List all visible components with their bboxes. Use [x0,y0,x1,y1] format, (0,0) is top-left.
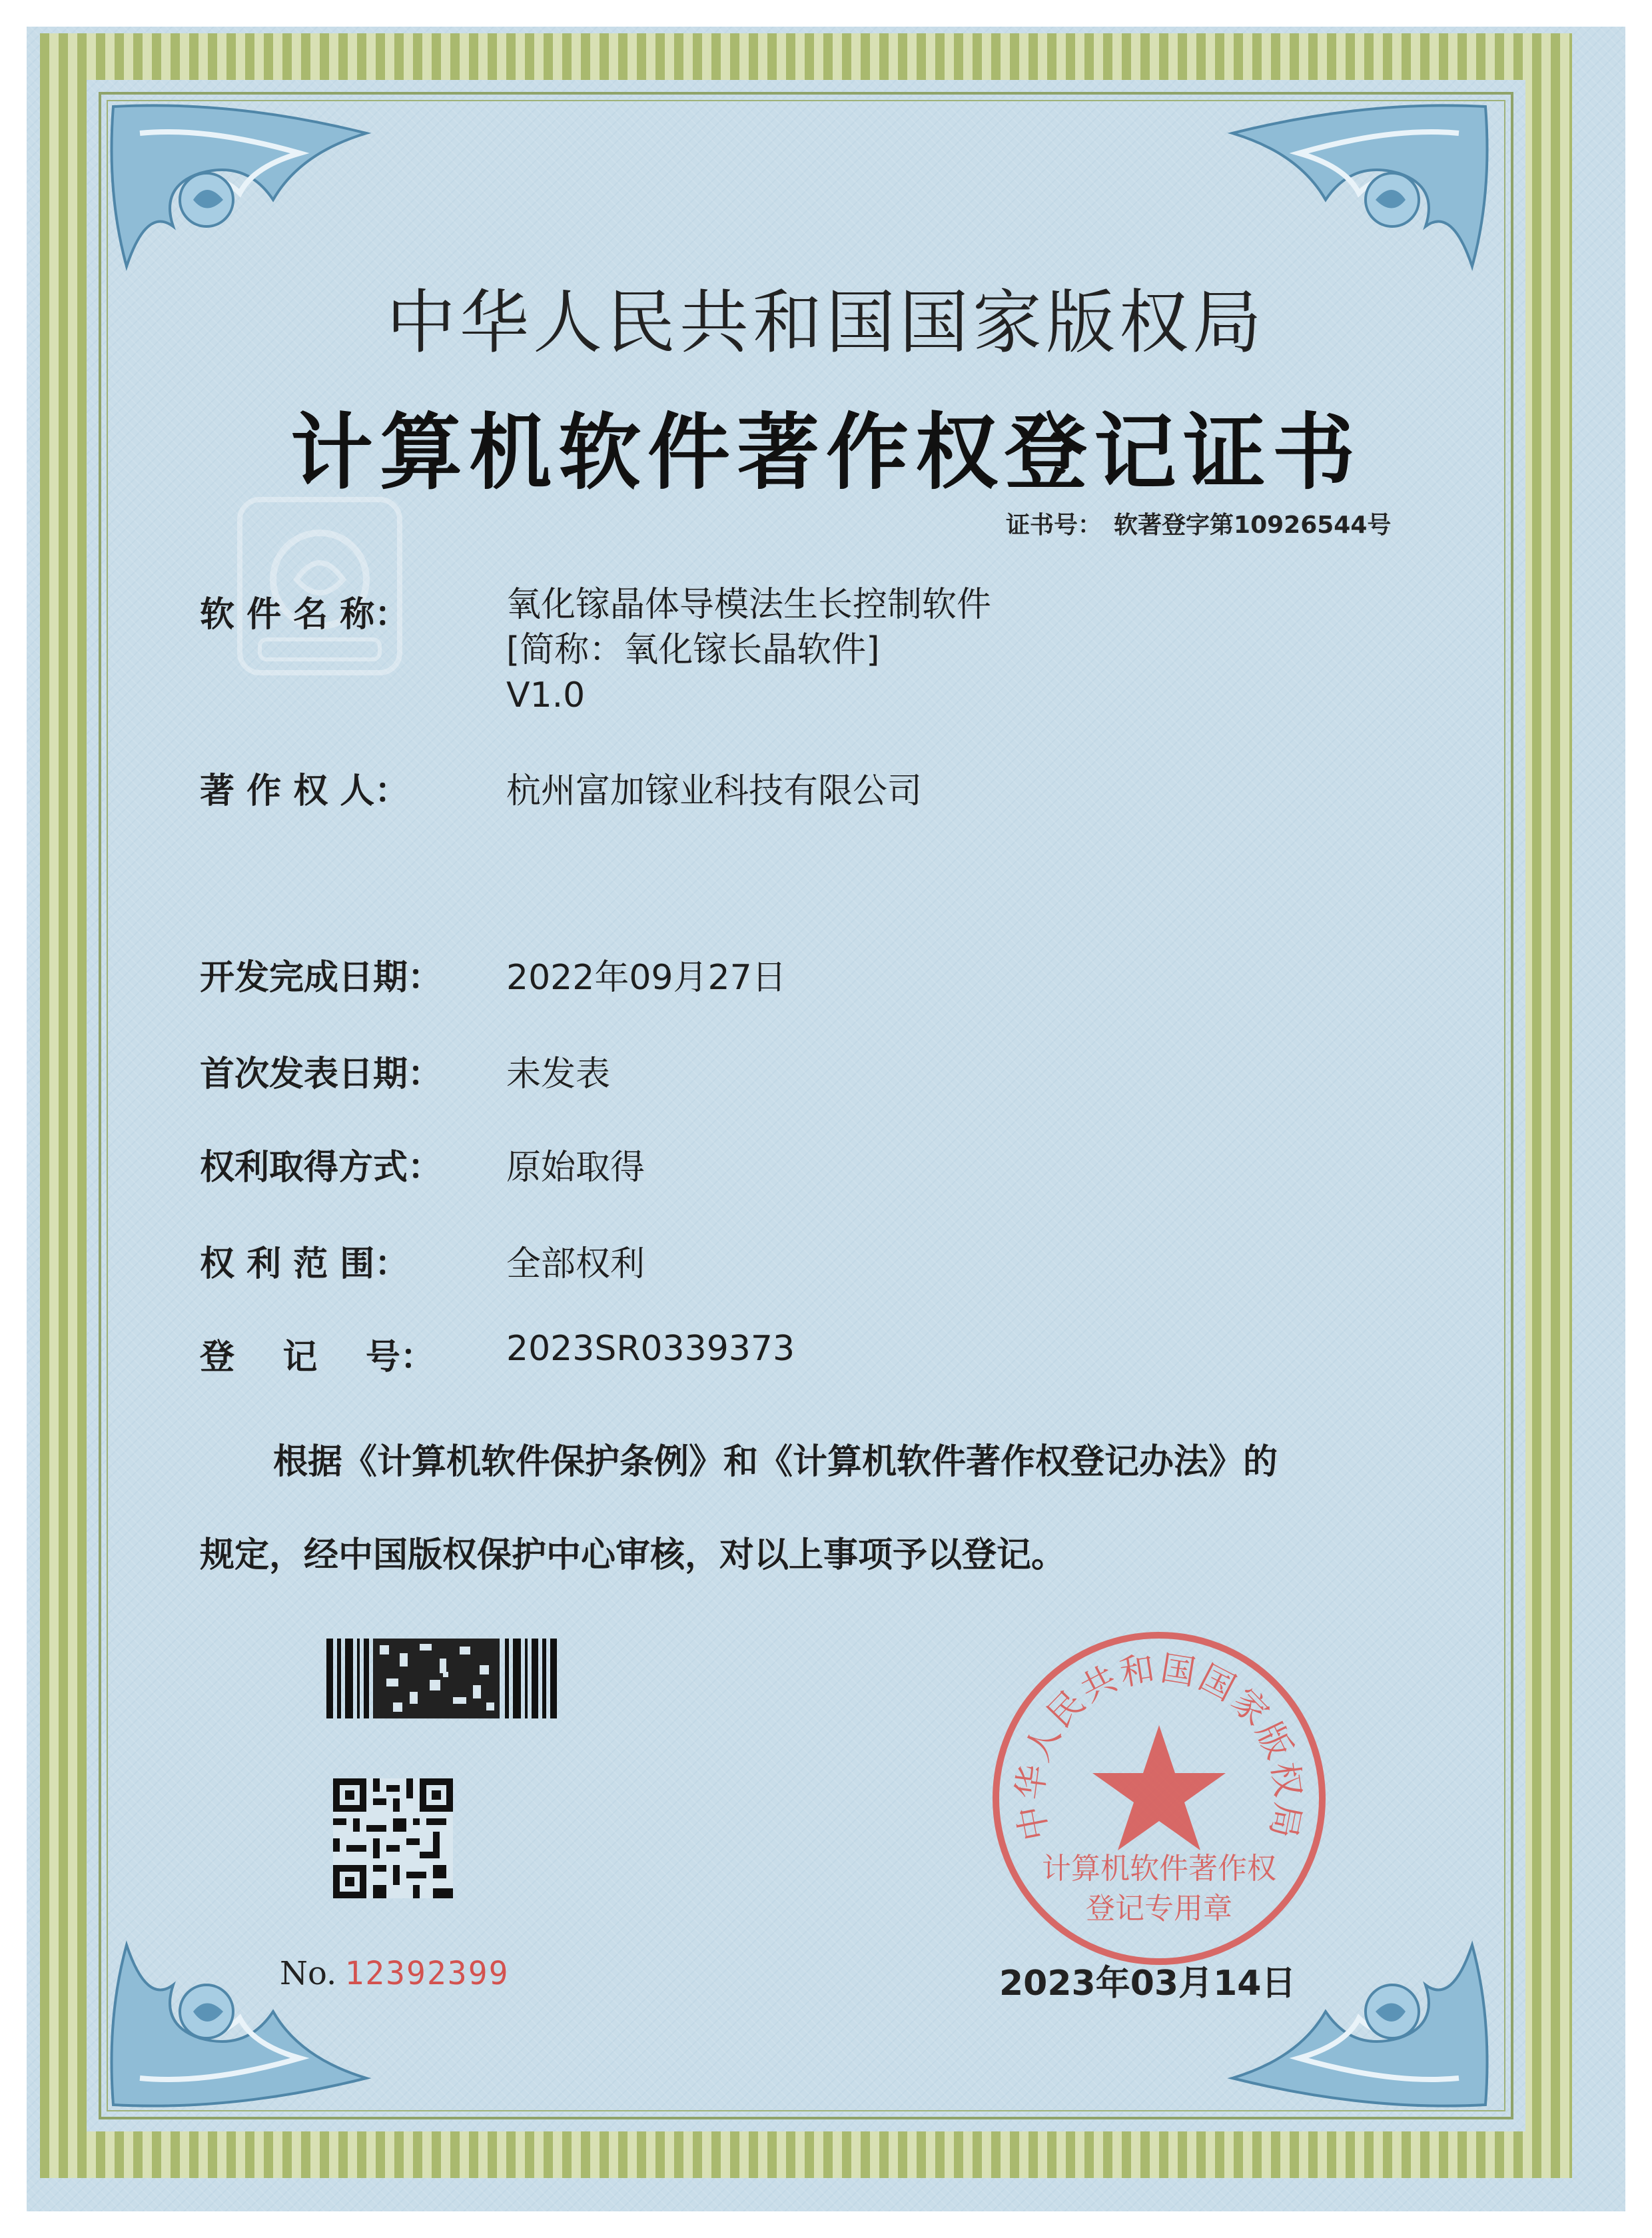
svg-text:计算机软件著作权: 计算机软件著作权 [1042,1852,1276,1886]
official-seal-icon [986,1625,1332,1972]
field-label: 权 利 范 围： [200,1244,410,1284]
owner-value: 杭州富加镓业科技有限公司 [506,771,923,811]
authority-title: 中华人民共和国国家版权局 [386,282,1266,363]
field-owner [200,763,923,813]
field-label: 权利取得方式： [200,1148,443,1188]
issue-date: 2023年03月14日 [999,1964,1296,2004]
statement-line-1: 根据《计算机软件保护条例》和《计算机软件著作权登记办法》的 [273,1442,1278,1482]
dev-date-value: 2022年09月27日 [506,958,787,998]
field-label: 首次发表日期： [200,1054,443,1094]
svg-text:登记专用章: 登记专用章 [1086,1892,1232,1926]
serial-label: No. [280,1955,337,1992]
field-acquire-method [200,1139,645,1189]
qr-code-icon [333,1778,453,1898]
first-pub-value: 未发表 [506,1054,611,1094]
field-label: 登 记 号： [200,1337,435,1377]
svg-text:中华人民共和国国家版权局: 中华人民共和国国家版权局 [1010,1648,1308,1844]
acquire-value: 原始取得 [506,1148,645,1188]
software-name: 氧化镓晶体导模法生长控制软件 [506,585,992,625]
reg-no-value: 2023SR0339373 [506,1329,795,1369]
field-value [506,582,991,718]
field-software-name [200,585,992,715]
serial-value: 12392399 [344,1955,510,1992]
cert-no-label: 证书号： [1006,512,1102,539]
statement-line-2: 规定，经中国版权保护中心审核，对以上事项予以登记。 [200,1535,1066,1575]
field-first-publication [200,1046,611,1096]
corner-ornament-icon [100,1898,386,2118]
field-label: 著 作 权 人： [200,771,410,811]
field-label: 开发完成日期： [200,958,443,998]
certificate-number [1006,506,1403,540]
software-short-name: [简称：氧化镓长晶软件] [506,630,880,670]
field-label: 软 件 名 称： [200,595,410,635]
certificate-title: 计算机软件著作权登记证书 [290,405,1362,501]
software-version: V1.0 [506,675,586,715]
cert-no-value: 软著登字第10926544号 [1114,512,1392,539]
scope-value: 全部权利 [506,1244,645,1284]
field-dev-date [200,949,787,999]
serial-number [280,1955,510,1992]
field-registration-number [200,1329,795,1379]
barcode-icon [326,1639,560,1718]
field-rights-scope [200,1236,645,1286]
